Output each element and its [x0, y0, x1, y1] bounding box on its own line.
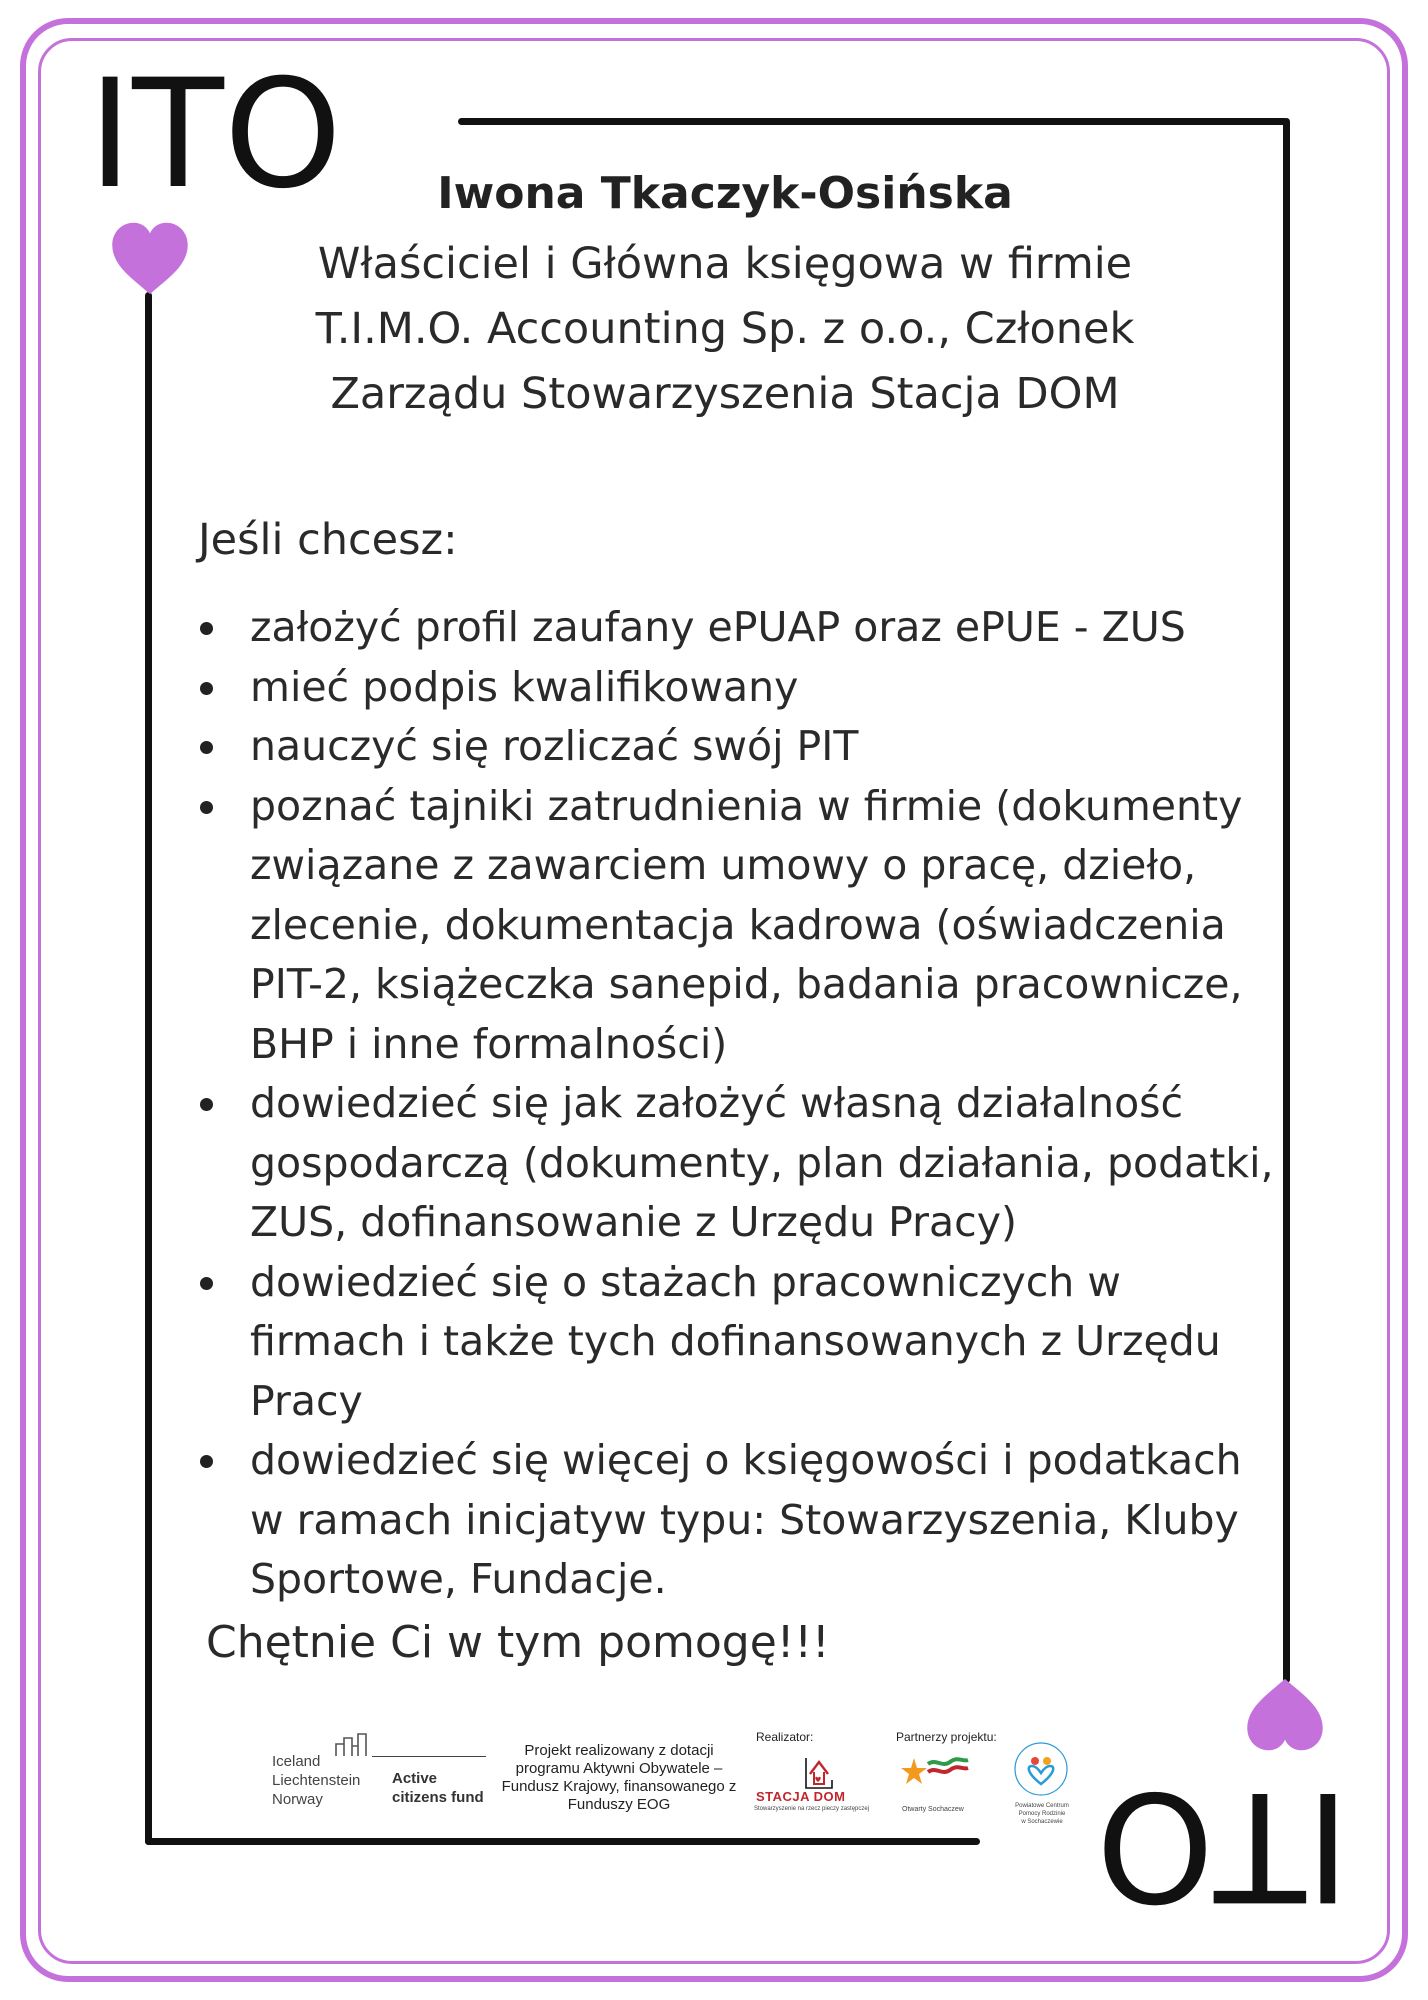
fund-countries-text: Iceland Liechtenstein Norway — [272, 1753, 361, 1808]
heart-icon — [109, 220, 191, 296]
list-item: dowiedzieć się o stażach pracowniczych w firmach i także tych dofinansowanych z Urzędu Pracy — [200, 1253, 1280, 1432]
pcpr-logo-caption — [1004, 1802, 1080, 1826]
pcpr-name: Powiatowe Centrum Pomocy Rodzinie — [1015, 1803, 1069, 1817]
buildings-icon — [334, 1732, 374, 1758]
top-line — [458, 118, 1288, 125]
list-item: nauczyć się rozliczać swój PIT — [200, 717, 1280, 777]
person-name: Iwona Tkaczyk-Osińska — [437, 168, 1013, 219]
right-line — [1283, 118, 1290, 1683]
list-item: mieć podpis kwalifikowany — [200, 658, 1280, 718]
list-item: założyć profil zaufany ePUAP oraz ePUE - ZUS — [200, 598, 1280, 658]
fund-name — [392, 1769, 492, 1807]
left-line — [145, 292, 152, 1845]
person-role: Właściciel i Główna księgowa w firmie T.I.M.O. Accounting Sp. z o.o., Członek Zarządu Stowarzyszenia Stacja DOM — [315, 239, 1135, 419]
otwarty-sochaczew-logo-icon — [898, 1748, 972, 1804]
otwarty-sochaczew-caption: Otwarty Sochaczew — [902, 1806, 964, 1813]
partners-label: Partnerzy projektu: — [896, 1730, 997, 1744]
bottom-line — [145, 1838, 980, 1845]
closing-line: Chętnie Ci w tym pomogę!!! — [206, 1617, 830, 1668]
fund-divider — [372, 1756, 486, 1757]
pcpr-caption-text: w Sochaczewie — [1021, 1819, 1063, 1825]
stacja-dom-caption: Stowarzyszenie na rzecz pieczy zastępczej — [754, 1806, 870, 1812]
list-item: poznać tajniki zatrudnienia w firmie (dokumenty związane z zawarciem umowy o pracę, dzieło, zlecenie, dokumentacja kadrowa (oświadczenia PIT-2, książeczka sanepid, badania pracownicze, BHP i inne formalności) — [200, 777, 1280, 1075]
fund-name-bold: Active — [392, 1770, 438, 1787]
stacja-dom-name: STACJA DOM — [756, 1789, 846, 1804]
fund-name-rest: citizens fund — [392, 1789, 484, 1806]
heart-icon-inverted — [1244, 1677, 1326, 1753]
list-item: dowiedzieć się jak założyć własną działalność gospodarczą (dokumenty, plan działania, podatki, ZUS, dofinansowanie z Urzędu Pracy) — [200, 1074, 1280, 1253]
pcpr-logo-icon — [1004, 1732, 1078, 1806]
project-info: Projekt realizowany z dotacji programu Aktywni Obywatele – Fundusz Krajowy, finansowanego z Funduszy EOG — [501, 1742, 737, 1813]
intro-heading: Jeśli chcesz: — [198, 515, 458, 565]
fund-countries — [272, 1752, 382, 1809]
corner-initials-top: ITO — [88, 48, 342, 222]
offer-list — [200, 598, 1280, 1610]
realizator-label: Realizator: — [756, 1730, 814, 1744]
corner-initials-bottom: ITO — [1096, 1758, 1350, 1932]
list-item: dowiedzieć się więcej o księgowości i podatkach w ramach inicjatyw typu: Stowarzyszenia, Kluby Sportowe, Fundacje. — [200, 1431, 1280, 1610]
